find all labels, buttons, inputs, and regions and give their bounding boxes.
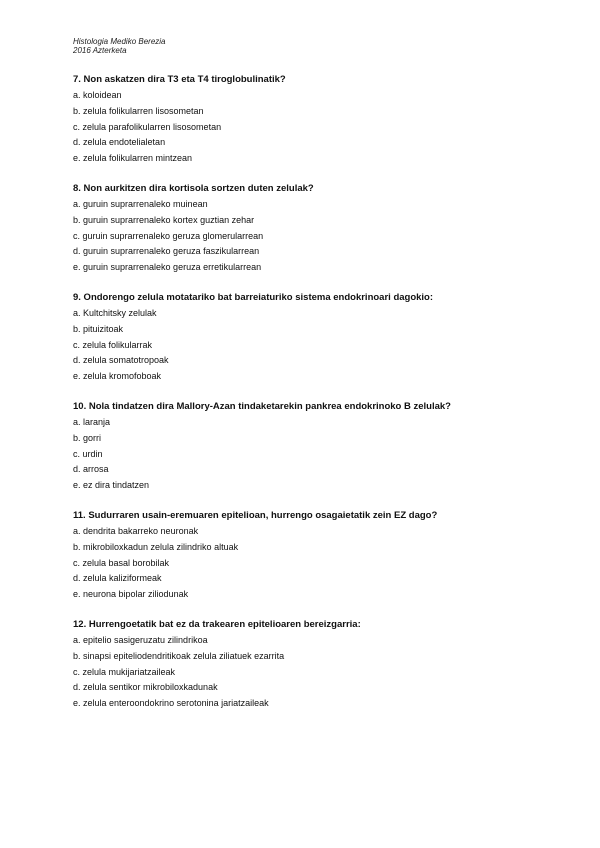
option-d: d. zelula kaliziformeak	[73, 573, 162, 584]
question-title: 10. Nola tindatzen dira Mallory-Azan tindaketarekin pankrea endokrinoko B zelulak?	[73, 400, 451, 412]
option-c: c. zelula parafolikularren lisosometan	[73, 121, 222, 132]
option-d: d. arrosa	[73, 464, 109, 475]
question-8	[73, 181, 533, 276]
option-a: a. Kultchitsky zelulak	[73, 307, 157, 318]
question-title: 8. Non aurkitzen dira kortisola sortzen duten zelulak?	[73, 182, 314, 194]
question-9	[73, 290, 533, 385]
option-d: d. guruin suprarrenaleko geruza faszikularrean	[73, 246, 260, 257]
option-e: e. zelula enteroondokrino serotonina jariatzaileak	[73, 698, 269, 709]
header-course: Histologia Mediko Berezia	[73, 37, 166, 46]
question-11	[73, 508, 533, 603]
option-d: d. zelula sentikor mikrobiloxkadunak	[73, 682, 218, 693]
option-e: e. zelula kromofoboak	[73, 371, 162, 382]
question-title: 9. Ondorengo zelula motatariko bat barreiaturiko sistema endokrinoari dagokio:	[73, 291, 434, 303]
option-d: d. zelula endotelialetan	[73, 137, 166, 148]
option-b: b. sinapsi epiteliodendritikoak zelula ziliatuek ezarrita	[73, 650, 285, 661]
question-7	[73, 72, 533, 167]
option-a: a. koloidean	[73, 90, 122, 100]
option-a: a. epitelio sasigeruzatu zilindrikoa	[73, 634, 208, 645]
question-list	[73, 72, 533, 726]
option-c: c. guruin suprarrenaleko geruza glomerularrean	[73, 230, 264, 241]
option-c: c. urdin	[73, 448, 103, 459]
option-b: b. guruin suprarrenaleko kortex guztian zehar	[73, 214, 255, 225]
question-12	[73, 617, 533, 712]
option-e: e. zelula folikularren mintzean	[73, 153, 193, 164]
option-c: c. zelula mukijariatzaileak	[73, 666, 176, 677]
option-d: d. zelula somatotropoak	[73, 355, 169, 366]
option-b: b. zelula folikularren lisosometan	[73, 105, 204, 116]
option-c: c. zelula basal borobilak	[73, 557, 170, 568]
option-b: b. mikrobiloxkadun zelula zilindriko altuak	[73, 541, 239, 552]
option-c: c. zelula folikularrak	[73, 339, 153, 350]
option-e: e. guruin suprarrenaleko geruza erretikularrean	[73, 262, 262, 273]
option-e: e. neurona bipolar ziliodunak	[73, 589, 189, 600]
question-title: 11. Sudurraren usain-eremuaren epitelioan, hurrengo osagaietatik zein EZ dago?	[73, 509, 438, 521]
option-b: b. gorri	[73, 432, 102, 443]
option-a: a. laranja	[73, 416, 111, 427]
document-header	[73, 37, 166, 55]
option-a: a. guruin suprarrenaleko muinean	[73, 198, 208, 209]
question-title: 12. Hurrengoetatik bat ez da trakearen epitelioaren bereizgarria:	[73, 618, 361, 630]
question-10	[73, 399, 533, 494]
option-b: b. pituizitoak	[73, 323, 124, 334]
option-e: e. ez dira tindatzen	[73, 480, 150, 491]
header-exam: 2016 Azterketa	[73, 46, 127, 55]
question-title: 7. Non askatzen dira T3 eta T4 tiroglobulinatik?	[73, 74, 286, 85]
option-a: a. dendrita bakarreko neuronak	[73, 525, 199, 536]
